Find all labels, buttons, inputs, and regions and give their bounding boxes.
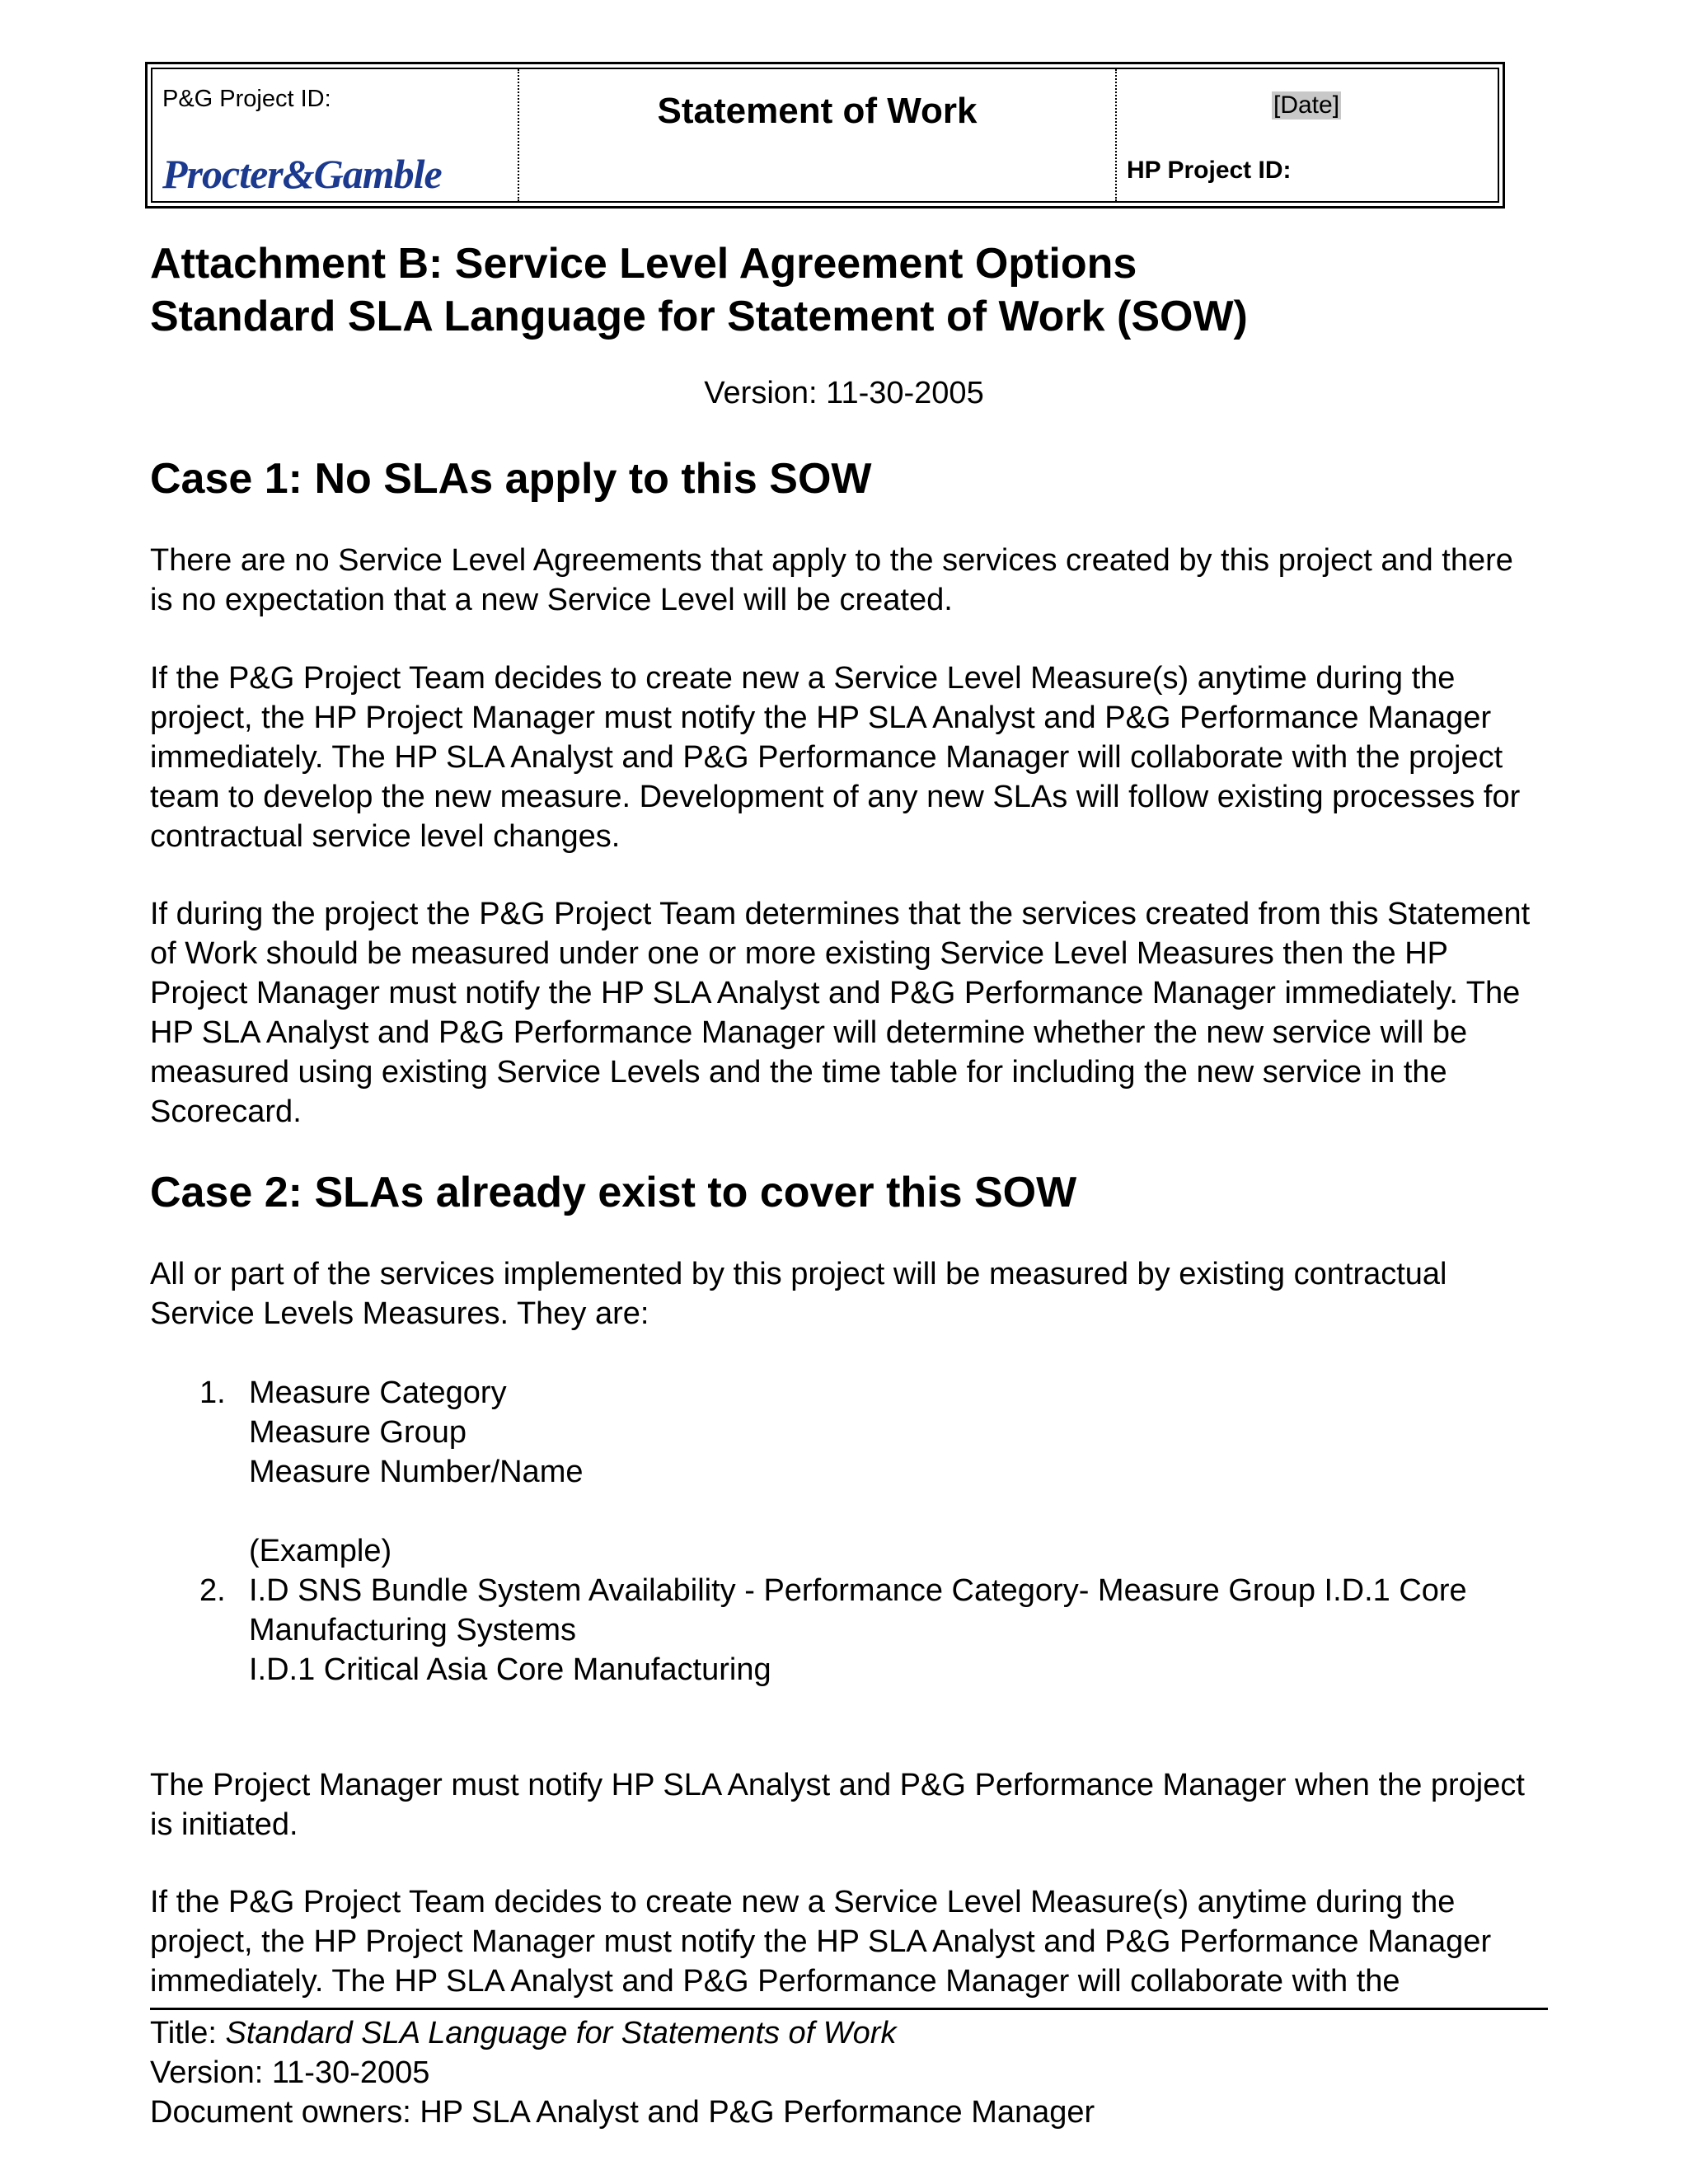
footer-title-value: Standard SLA Language for Statements of Work bbox=[225, 2016, 897, 2050]
header-cell-hp bbox=[1117, 69, 1498, 201]
list-item bbox=[199, 1571, 1535, 1690]
footer-divider bbox=[150, 2008, 1548, 2010]
pg-project-id-label: P&G Project ID: bbox=[162, 86, 331, 112]
footer-title-label: Title: bbox=[150, 2016, 226, 2050]
header-doc-title: Statement of Work bbox=[657, 91, 978, 131]
list-item-text: Measure Category Measure Group Measure Number/Name (Example) bbox=[249, 1376, 584, 1568]
case1-paragraph-1: There are no Service Level Agreements that apply to the services created by this project and there is no expectation that a new Service Level will be created. bbox=[150, 543, 1513, 617]
case2-heading: Case 2: SLAs already exist to cover this SOW bbox=[150, 1169, 1077, 1216]
footer-owners: Document owners: HP SLA Analyst and P&G Performance Manager bbox=[150, 2095, 1095, 2130]
case1-heading: Case 1: No SLAs apply to this SOW bbox=[150, 455, 872, 503]
procter-gamble-logo: Procter&Gamble bbox=[162, 151, 442, 197]
hp-project-id-label: HP Project ID: bbox=[1127, 157, 1292, 184]
list-item-number: 1. bbox=[199, 1376, 226, 1410]
measure-list bbox=[199, 1373, 1535, 1690]
header-cell-title bbox=[519, 69, 1117, 201]
header-cell-pg bbox=[152, 69, 519, 201]
footer-title-line bbox=[150, 2013, 1095, 2053]
case2-paragraph-3: If the P&G Project Team decides to create new a Service Level Measure(s) anytime during the project, the HP Project Manager must notify the HP SLA Analyst and P&G Performance Manager immediately. The HP SLA Analyst and P&G Performance Manager will collaborate with the bbox=[150, 1885, 1492, 1999]
title-line-1: Attachment B: Service Level Agreement Options bbox=[150, 240, 1137, 288]
list-item-number: 2. bbox=[199, 1573, 226, 1608]
case1-paragraph-2: If the P&G Project Team decides to create new a Service Level Measure(s) anytime during the project, the HP Project Manager must notify the HP SLA Analyst and P&G Performance Manager immediately. The HP SLA Analyst and P&G Performance Manager will collaborate with the project team to develop the new measure. Development of any new SLAs will follow existing processes for contractual service level changes. bbox=[150, 661, 1521, 854]
version-line: Version: 11-30-2005 bbox=[704, 376, 984, 410]
case1-paragraph-3: If during the project the P&G Project Team determines that the services created from this Statement of Work should be measured under one or more existing Service Level Measures then the HP Project Manager must notify the HP SLA Analyst and P&G Performance Manager immediately. The HP SLA Analyst and P&G Performance Manager will determine whether the new service will be measured using existing Service Levels and the time table for including the new service in the Scorecard. bbox=[150, 897, 1531, 1129]
document-title bbox=[150, 237, 1551, 343]
footer-version: Version: 11-30-2005 bbox=[150, 2055, 430, 2090]
title-line-2: Standard SLA Language for Statement of Work (SOW) bbox=[150, 293, 1248, 340]
list-item bbox=[199, 1373, 1535, 1571]
case2-paragraph-2: The Project Manager must notify HP SLA Analyst and P&G Performance Manager when the project is initiated. bbox=[150, 1768, 1525, 1842]
page-footer bbox=[150, 2013, 1095, 2132]
list-item-text: I.D SNS Bundle System Availability - Performance Category- Measure Group I.D.1 Core Manufacturing Systems I.D.1 Critical Asia Core Manufacturing bbox=[249, 1573, 1467, 1687]
date-placeholder[interactable]: [Date] bbox=[1273, 91, 1340, 119]
case2-paragraph-1: All or part of the services implemented by this project will be measured by existing contractual Service Levels Measures. They are: bbox=[150, 1257, 1447, 1331]
header-table bbox=[145, 62, 1505, 209]
